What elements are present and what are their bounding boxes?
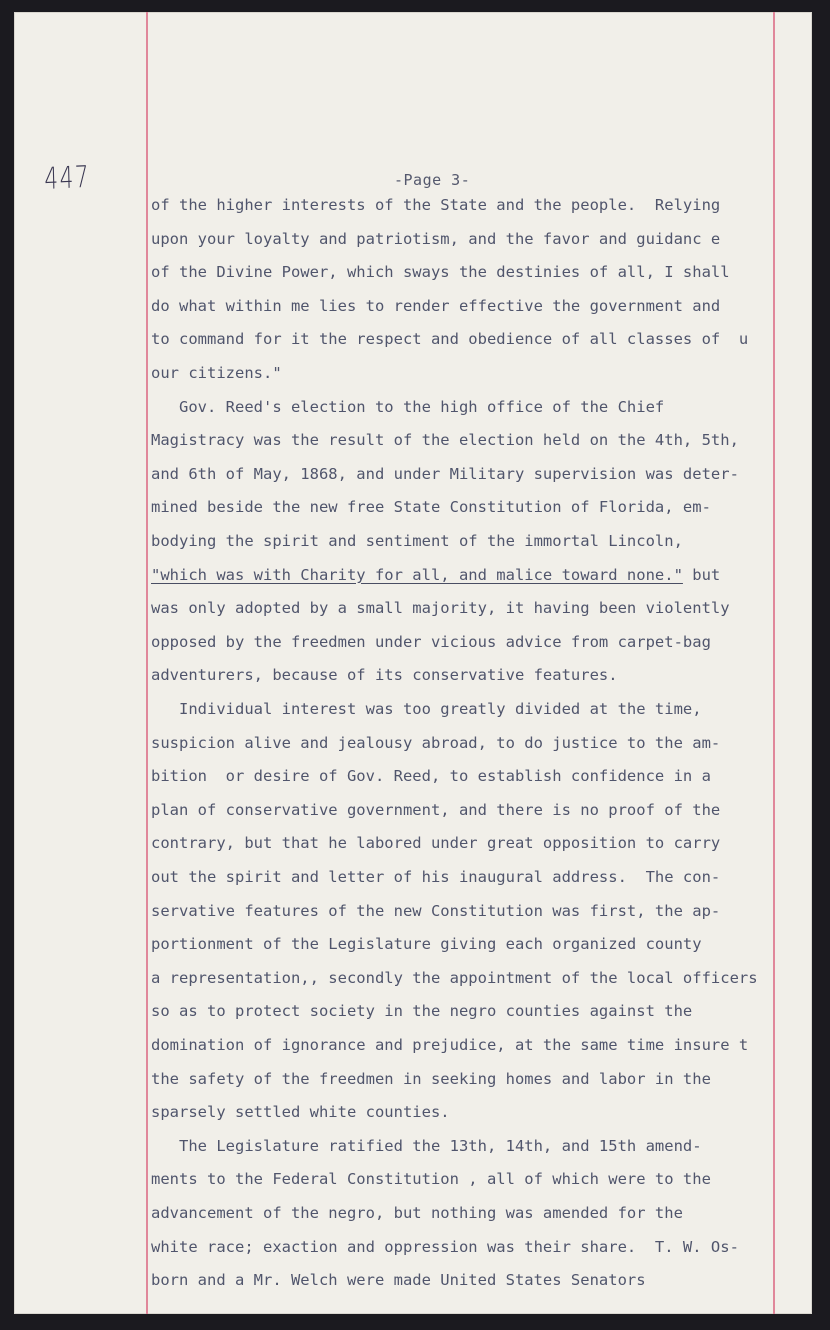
text-line: The Legislature ratified the 13th, 14th, and 15th amend- [151, 1136, 702, 1155]
text-line: ments to the Federal Constitution , all of which were to the [151, 1170, 711, 1189]
text-line: of the Divine Power, which sways the destinies of all, I shall [151, 263, 730, 282]
text-line: suspicion alive and jealousy abroad, to do justice to the am- [151, 733, 721, 752]
text-line: our citizens." [151, 364, 282, 382]
text-line: adventurers, because of its conservative features. [151, 666, 618, 685]
text-line: sparsely settled white counties. [151, 1103, 450, 1122]
text-line: contrary, but that he labored under great opposition to carry [151, 834, 721, 853]
text-line: domination of ignorance and prejudice, at the same time insure t [151, 1036, 749, 1054]
text-line: out the spirit and letter of his inaugural address. The con- [151, 868, 721, 886]
text-line: born and a Mr. Welch were made United States Senators [151, 1271, 646, 1290]
right-margin-rule [773, 12, 775, 1314]
text-line: portionment of the Legislature giving each organized county [151, 935, 702, 954]
text-line: so as to protect society in the negro counties against the [151, 1002, 693, 1021]
text-line: the safety of the freedmen in seeking homes and labor in the [151, 1069, 711, 1088]
text-line: to command for it the respect and obedience of all classes of u [151, 330, 749, 349]
typewritten-page [14, 12, 812, 1314]
text-line: opposed by the freedmen under vicious advice from carpet-bag [151, 632, 711, 651]
text-line: servative features of the new Constitution was first, the ap- [151, 901, 721, 920]
text-line: advancement of the negro, but nothing was amended for the [151, 1204, 683, 1222]
text-line: Magistracy was the result of the election held on the 4th, 5th, [151, 431, 739, 450]
text-line: of the higher interests of the State and the people. Relying [151, 196, 721, 214]
text-line: plan of conservative government, and there is no proof of the [151, 800, 721, 819]
page-number-header: -Page 3- [394, 171, 471, 189]
left-margin-rule [146, 12, 148, 1314]
text-line: was only adopted by a small majority, it having been violently [151, 599, 730, 618]
text-line: a representation,, secondly the appointment of the local officers [151, 968, 758, 987]
text-line-quoted [151, 565, 721, 584]
quotation-continuation: but [682, 565, 721, 584]
text-line: bition or desire of Gov. Reed, to establish confidence in a [151, 767, 711, 786]
handwritten-folio-number: 447 [44, 159, 91, 197]
text-line: and 6th of May, 1868, and under Military supervision was deter- [151, 464, 739, 483]
text-line: white race; exaction and oppression was their share. T. W. Os- [151, 1237, 739, 1256]
text-line: do what within me lies to render effective the government and [151, 296, 721, 315]
text-line: Individual interest was too greatly divided at the time, [151, 700, 702, 718]
text-line: Gov. Reed's election to the high office of the Chief [151, 397, 665, 416]
text-line: bodying the spirit and sentiment of the immortal Lincoln, [151, 532, 683, 550]
underlined-quotation: "which was with Charity for all, and malice toward none." [151, 565, 683, 584]
text-line: mined beside the new free State Constitution of Florida, em- [151, 498, 711, 517]
text-line: upon your loyalty and patriotism, and the favor and guidanc e [151, 229, 721, 248]
